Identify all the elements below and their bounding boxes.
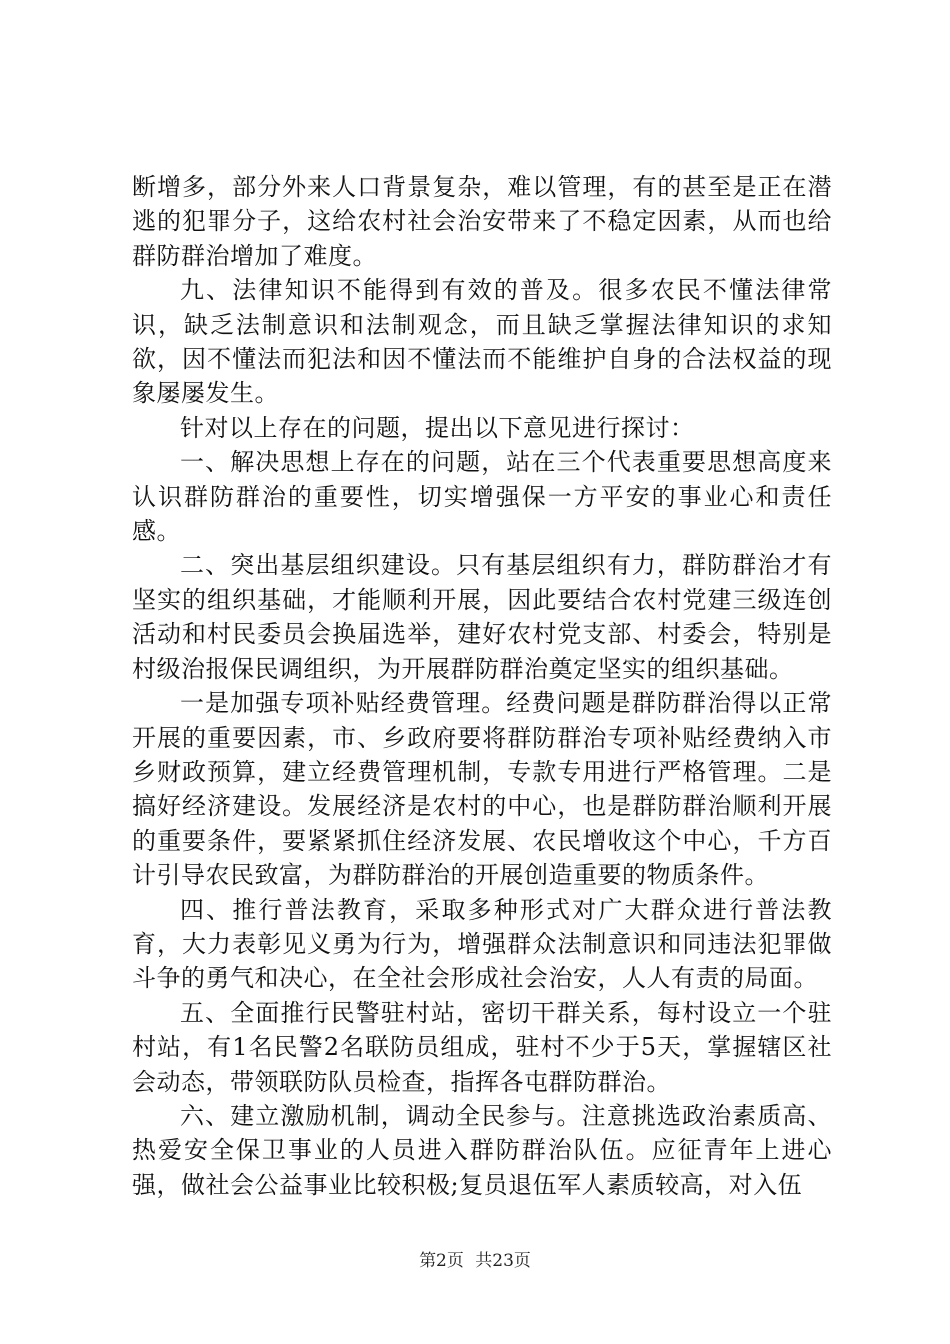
paragraph-one-thinking: 一、解决思想上存在的问题，站在三个代表重要思想高度来认识群防群治的重要性，切实增强保一方平安的事业心和责任感。 bbox=[132, 448, 832, 546]
document-body bbox=[132, 170, 832, 1202]
paragraph-six-incentive: 六、建立激励机制，调动全民参与。注意挑选政治素质高、热爱安全保卫事业的人员进入群防群治队伍。应征青年上进心强，做社会公益事业比较积极;复员退伍军人素质较高，对入伍 bbox=[132, 1101, 832, 1199]
paragraph-nine-legal-knowledge: 九、法律知识不能得到有效的普及。很多农民不懂法律常识，缺乏法制意识和法制观念，而且缺乏掌握法律知识的求知欲，因不懂法而犯法和因不懂法而不能维护自身的合法权益的现象屡屡发生。 bbox=[132, 276, 832, 408]
page-number: 第2页 bbox=[419, 1251, 464, 1271]
paragraph-five-police-station: 五、全面推行民警驻村站，密切干群关系，每村设立一个驻村站，有1名民警2名联防员组成，驻村不少于5天，掌握辖区社会动态，带领联防队员检查，指挥各屯群防群治。 bbox=[132, 998, 832, 1096]
total-pages: 共23页 bbox=[475, 1251, 531, 1271]
page-footer bbox=[0, 1246, 950, 1271]
paragraph-two-organization: 二、突出基层组织建设。只有基层组织有力，群防群治才有坚实的组织基础，才能顺利开展，因此要结合农村党建三级连创活动和村民委员会换届选举，建好农村党支部、村委会，特别是村级治报保民调组织，为开展群防群治奠定坚实的组织基础。 bbox=[132, 551, 832, 683]
paragraph-funding-economy: 一是加强专项补贴经费管理。经费问题是群防群治得以正常开展的重要因素，市、乡政府要将群防群治专项补贴经费纳入市乡财政预算，建立经费管理机制，专款专用进行严格管理。二是搞好经济建设。发展经济是农村的中心，也是群防群治顺利开展的重要条件，要紧紧抓住经济发展、农民增收这个中心，千方百计引导农民致富，为群防群治的开展创造重要的物质条件。 bbox=[132, 689, 832, 890]
paragraph-four-legal-education: 四、推行普法教育，采取多种形式对广大群众进行普法教育，大力表彰见义勇为行为，增强群众法制意识和同违法犯罪做斗争的勇气和决心，在全社会形成社会治安，人人有责的局面。 bbox=[132, 895, 832, 993]
paragraph-continued: 断增多，部分外来人口背景复杂，难以管理，有的甚至是正在潜逃的犯罪分子，这给农村社会治安带来了不稳定因素，从而也给群防群治增加了难度。 bbox=[132, 173, 832, 270]
paragraph-proposals-intro: 针对以上存在的问题，提出以下意见进行探讨： bbox=[180, 413, 695, 442]
